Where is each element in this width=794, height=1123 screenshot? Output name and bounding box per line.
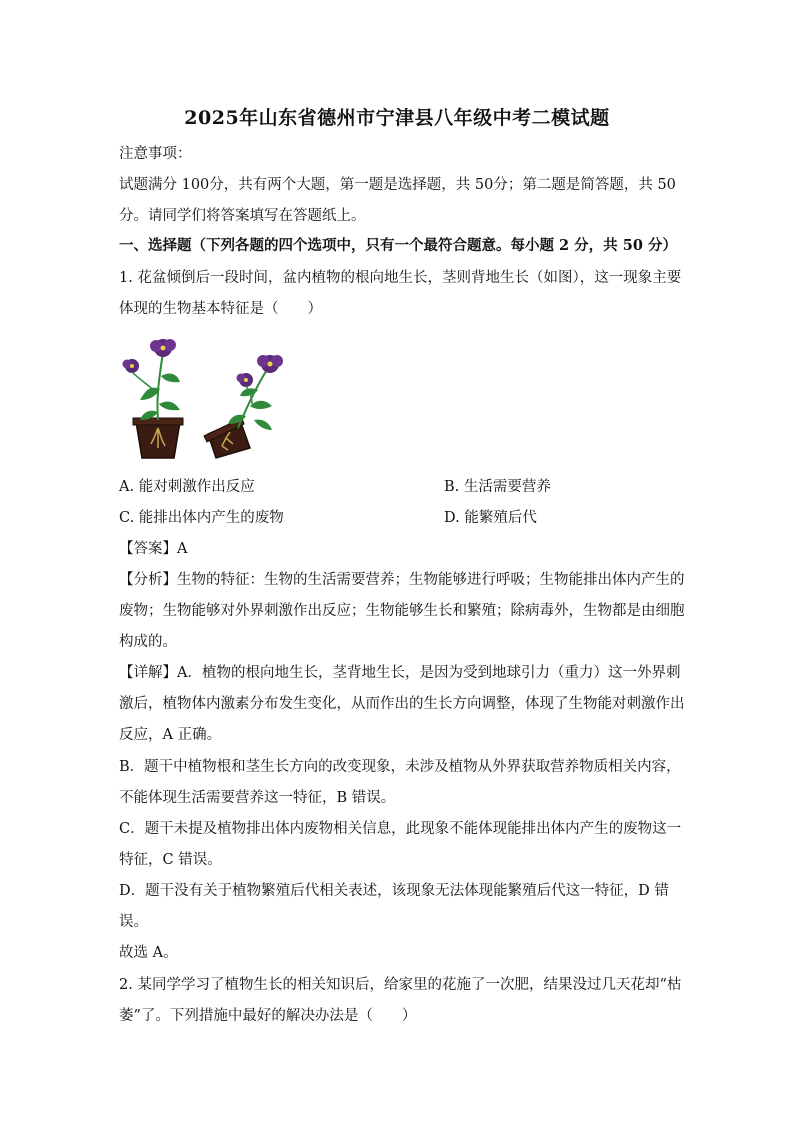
option-b: B. 生活需要营养: [444, 479, 551, 495]
page-title: 2025年山东省德州市宁津县八年级中考二模试题: [184, 107, 610, 129]
detail-line: 激后，植物体内激素分布发生变化，从而作出的生长方向调整，体现了生物能对刺激作出: [119, 696, 685, 712]
section-heading: 一、选择题（下列各题的四个选项中，只有一个最符合题意。每小题 2 分，共 50 分）: [119, 237, 677, 254]
question-1-stem: 1. 花盆倾倒后一段时间，盆内植物的根向地生长，茎则背地生长（如图），这一现象主要: [119, 270, 682, 286]
detail-line: C．题干未提及植物排出体内废物相关信息，此现象不能体现能排出体内产生的废物这一: [119, 821, 682, 837]
detail-line: D．题干没有关于植物繁殖后代相关表述，该现象无法体现能繁殖后代这一特征，D 错: [119, 883, 669, 899]
detail-line: 反应，A 正确。: [119, 727, 222, 743]
analysis-line: 【分析】生物的特征：生物的生活需要营养；生物能够进行呼吸；生物能排出体内产生的: [119, 572, 685, 588]
detail-line: 误。: [119, 914, 148, 930]
plant-figure: [118, 334, 298, 464]
notice-line: 分。请同学们将答案填写在答题纸上。: [119, 208, 366, 224]
notice-line: 试题满分 100分，共有两个大题，第一题是选择题，共 50分；第二题是简答题，共 50: [119, 177, 676, 193]
question-1-stem: 体现的生物基本特征是（ ）: [119, 301, 322, 317]
notice-heading: 注意事项：: [119, 146, 192, 162]
detail-line: 【详解】A．植物的根向地生长，茎背地生长，是因为受到地球引力（重力）这一外界刺: [119, 665, 681, 681]
question-2-stem: 2. 某同学学习了植物生长的相关知识后，给家里的花施了一次肥，结果没过几天花却“枯: [119, 977, 682, 993]
detail-line: 不能体现生活需要营养这一特征，B 错误。: [119, 790, 396, 806]
option-a: A. 能对刺激作出反应: [119, 479, 255, 495]
upright-plant: [123, 339, 184, 458]
analysis-line: 废物；生物能够对外界刺激作出反应；生物能够生长和繁殖；除病毒外，生物都是由细胞: [119, 603, 685, 619]
conclusion-line: 故选 A。: [119, 945, 178, 961]
detail-line: 特征，C 错误。: [119, 852, 222, 868]
detail-line: B．题干中植物根和茎生长方向的改变现象，未涉及植物从外界获取营养物质相关内容，: [119, 759, 681, 775]
question-2-stem: 萎”了。下列措施中最好的解决办法是（ ）: [119, 1008, 417, 1024]
analysis-line: 构成的。: [119, 634, 177, 650]
toppled-plant: [204, 355, 283, 458]
answer-line: 【答案】A: [119, 541, 188, 557]
option-d: D. 能繁殖后代: [444, 510, 537, 526]
option-c: C. 能排出体内产生的废物: [119, 510, 284, 526]
